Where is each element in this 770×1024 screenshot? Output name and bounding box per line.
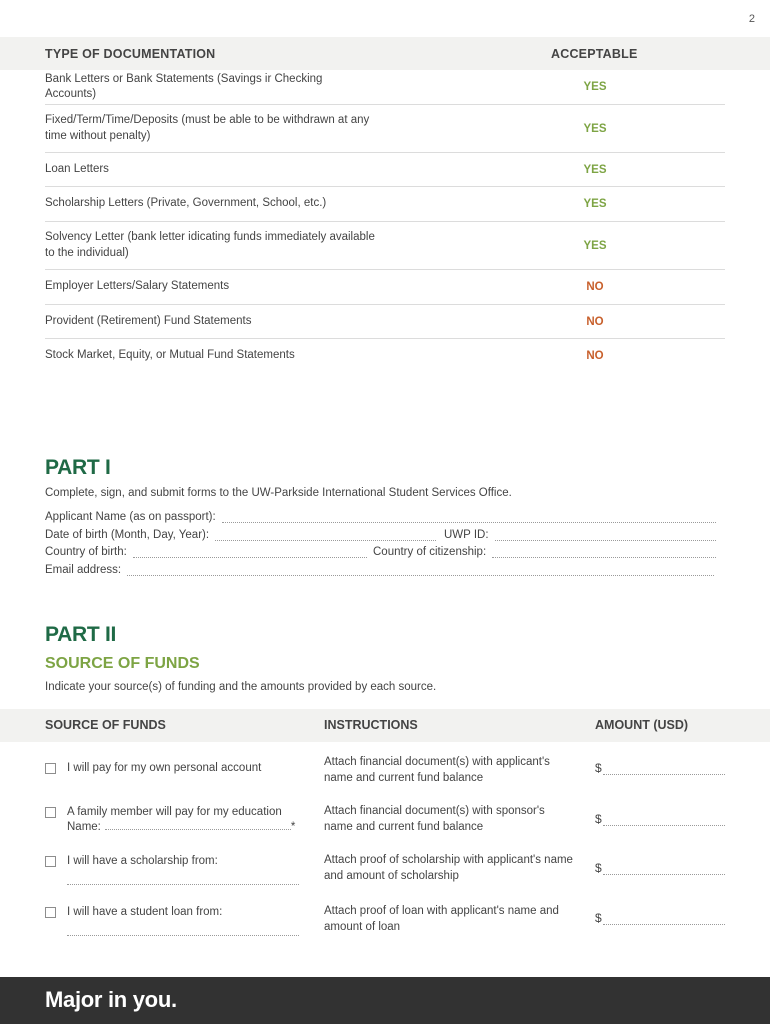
header-type-of-documentation: TYPE OF DOCUMENTATION — [45, 47, 216, 61]
funds-row-personal — [45, 755, 725, 803]
currency-symbol: $ — [595, 911, 602, 925]
part-2-intro: Indicate your source(s) of funding and the amounts provided by each source. — [45, 681, 437, 693]
amount-line[interactable] — [603, 913, 725, 925]
header-amount: AMOUNT (USD) — [595, 718, 689, 732]
family-member-name-field[interactable] — [67, 820, 295, 836]
family-member-checkbox[interactable] — [45, 807, 56, 818]
student-loan-label: I will have a student loan from: — [67, 906, 223, 918]
dob-label: Date of birth (Month, Day, Year): — [45, 529, 210, 541]
amount-line[interactable] — [603, 814, 725, 826]
applicant-name-field[interactable] — [45, 511, 716, 523]
scholarship-instructions: Attach proof of scholarship with applicant's name and amount of scholarship — [324, 854, 573, 882]
acceptable-value: YES — [583, 239, 607, 252]
family-member-amount[interactable] — [595, 812, 725, 826]
table-row — [45, 270, 725, 305]
scholarship-amount[interactable] — [595, 861, 725, 875]
country-of-citizenship-field[interactable] — [373, 546, 716, 558]
amount-line[interactable] — [603, 763, 725, 775]
table-row — [45, 70, 725, 105]
doc-type-label: Fixed/Term/Time/Deposits (must be able to be withdrawn at any time without penalty) — [45, 114, 370, 142]
footer-banner — [0, 977, 770, 1024]
currency-symbol: $ — [595, 861, 602, 875]
table-row — [45, 339, 725, 373]
scholarship-checkbox[interactable] — [45, 856, 56, 867]
personal-account-amount[interactable] — [595, 761, 725, 775]
country-of-birth-label: Country of birth: — [45, 546, 127, 558]
funds-row-student-loan — [45, 904, 725, 952]
acceptable-value: YES — [583, 198, 607, 210]
student-loan-instructions: Attach proof of loan with applicant's name and amount of loan — [324, 905, 559, 933]
acceptable-value: NO — [586, 315, 604, 328]
currency-symbol: $ — [595, 761, 602, 775]
table-row — [45, 222, 725, 270]
doc-type-label: Loan Letters — [45, 162, 109, 175]
header-source-of-funds: SOURCE OF FUNDS — [45, 718, 166, 732]
acceptable-value: NO — [586, 281, 604, 293]
page-number: 2 — [748, 13, 755, 25]
email-field[interactable] — [45, 564, 714, 576]
scholarship-source-line[interactable] — [67, 869, 299, 885]
uwp-id-field[interactable] — [444, 529, 716, 541]
dob-line[interactable] — [215, 531, 436, 541]
funds-table-header — [0, 709, 770, 742]
header-instructions: INSTRUCTIONS — [324, 718, 418, 732]
table-row — [45, 105, 725, 153]
uwp-id-line[interactable] — [495, 531, 716, 541]
country-of-birth-line[interactable] — [133, 548, 367, 558]
header-acceptable: ACCEPTABLE — [551, 47, 638, 61]
country-of-birth-field[interactable] — [45, 546, 367, 558]
required-asterisk: * — [290, 821, 296, 833]
table-row — [45, 305, 725, 339]
student-loan-amount[interactable] — [595, 911, 725, 925]
part-2-title: PART II — [45, 623, 117, 646]
family-member-name-line[interactable] — [105, 820, 291, 830]
documentation-table — [45, 70, 725, 373]
table-row — [45, 153, 725, 187]
family-member-label: A family member will pay for my education — [67, 806, 282, 818]
student-loan-checkbox[interactable] — [45, 907, 56, 918]
funds-row-scholarship — [45, 853, 725, 901]
part-1-intro: Complete, sign, and submit forms to the UW-Parkside International Student Services Office. — [45, 487, 512, 499]
personal-account-checkbox[interactable] — [45, 763, 56, 774]
part-1-title: PART I — [45, 456, 111, 479]
funds-row-family — [45, 804, 725, 852]
student-loan-source-line[interactable] — [67, 920, 299, 936]
scholarship-label: I will have a scholarship from: — [67, 855, 218, 867]
uwp-id-label: UWP ID: — [444, 529, 489, 541]
applicant-name-label: Applicant Name (as on passport): — [45, 511, 216, 523]
amount-line[interactable] — [603, 863, 725, 875]
doc-type-label: Solvency Letter (bank letter idicating funds immediately available to the individual) — [45, 231, 375, 259]
dob-field[interactable] — [45, 529, 436, 541]
country-of-citizenship-label: Country of citizenship: — [373, 546, 487, 558]
personal-account-instructions: Attach financial document(s) with applicant's name and current fund balance — [324, 756, 550, 784]
family-member-name-label: Name: — [67, 821, 101, 833]
personal-account-label: I will pay for my own personal account — [67, 762, 262, 774]
footer-tagline: Major in you. — [45, 987, 177, 1012]
doc-type-label: Provident (Retirement) Fund Statements — [45, 314, 252, 327]
acceptable-value: NO — [586, 350, 604, 362]
email-line[interactable] — [127, 566, 714, 576]
applicant-name-line[interactable] — [222, 513, 716, 523]
family-member-instructions: Attach financial document(s) with sponsor's name and current fund balance — [324, 805, 545, 833]
acceptable-value: YES — [583, 81, 607, 93]
documentation-table-header — [0, 37, 770, 70]
doc-type-label: Stock Market, Equity, or Mutual Fund Statements — [45, 349, 295, 362]
acceptable-value: YES — [583, 163, 607, 176]
country-of-citizenship-line[interactable] — [492, 548, 716, 558]
doc-type-label: Bank Letters or Bank Statements (Savings ir Checking Accounts) — [45, 72, 323, 100]
source-of-funds-subtitle: SOURCE OF FUNDS — [45, 655, 200, 672]
email-label: Email address: — [45, 564, 122, 576]
table-row — [45, 187, 725, 222]
acceptable-value: YES — [583, 122, 607, 135]
doc-type-label: Scholarship Letters (Private, Government, School, etc.) — [45, 197, 327, 210]
currency-symbol: $ — [595, 812, 602, 826]
doc-type-label: Employer Letters/Salary Statements — [45, 280, 230, 293]
